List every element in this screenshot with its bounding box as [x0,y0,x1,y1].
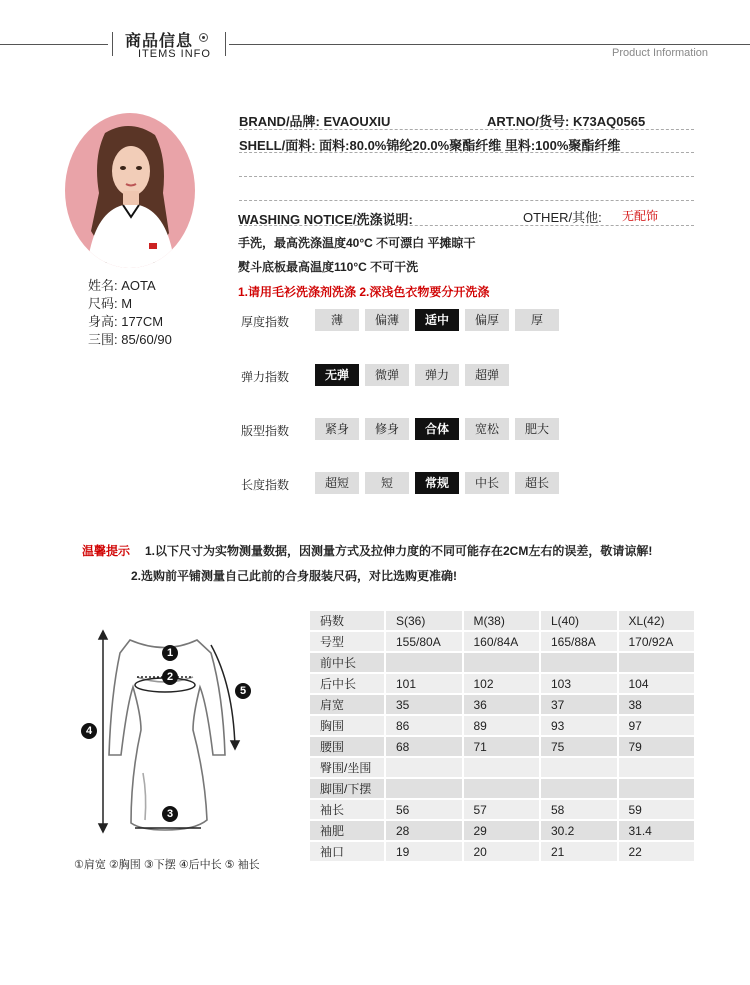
table-cell [464,653,540,672]
index-option: 常规 [415,472,459,494]
index-option: 适中 [415,309,459,331]
table-cell: 68 [386,737,462,756]
header-dot-icon [199,33,208,42]
table-cell [619,653,695,672]
divider [239,152,694,153]
index-option: 肥大 [515,418,559,440]
wash-line-1: 手洗，最高洗涤温度40°C 不可漂白 平摊晾干 [238,236,476,250]
index-option: 超弹 [465,364,509,386]
table-cell: 30.2 [541,821,617,840]
table-row [310,674,694,693]
table-cell: 袖口 [310,842,384,861]
table-header-cell: L(40) [541,611,617,630]
table-header-cell: 码数 [310,611,384,630]
table-row [310,695,694,714]
table-header-row [310,611,694,630]
table-cell: 57 [464,800,540,819]
index-option: 中长 [465,472,509,494]
table-cell [386,758,462,777]
table-cell: 肩宽 [310,695,384,714]
table-cell: 160/84A [464,632,540,651]
table-row [310,842,694,861]
table-cell: 89 [464,716,540,735]
model-name: 姓名: AOTA [88,278,156,293]
diagram-marker-3: 3 [162,806,178,822]
header-tick-left [112,32,113,56]
table-cell: 165/88A [541,632,617,651]
table-row [310,821,694,840]
divider [239,200,694,201]
other-label: OTHER/其他: [523,210,602,225]
table-cell [619,758,695,777]
table-cell: 37 [541,695,617,714]
table-cell: 36 [464,695,540,714]
index-option: 合体 [415,418,459,440]
divider [239,176,694,177]
table-cell: 101 [386,674,462,693]
table-cell: 155/80A [386,632,462,651]
index-label: 版型指数 [241,424,290,438]
table-cell: 102 [464,674,540,693]
table-cell: 56 [386,800,462,819]
table-cell: 21 [541,842,617,861]
table-cell: 后中长 [310,674,384,693]
notice-line-2: 2.选购前平铺测量自己此前的合身服装尺码，对比选购更准确! [131,569,458,583]
table-cell [386,653,462,672]
table-cell: 97 [619,716,695,735]
table-row [310,737,694,756]
table-cell: 臀围/坐围 [310,758,384,777]
index-label: 长度指数 [241,478,290,492]
table-cell [386,779,462,798]
table-cell: 79 [619,737,695,756]
table-cell: 袖肥 [310,821,384,840]
model-height: 身高: 177CM [88,314,164,329]
table-cell: 104 [619,674,695,693]
table-cell: 胸围 [310,716,384,735]
brand-text: BRAND/品牌: EVAOUXIU [239,114,391,129]
index-option: 厚 [515,309,559,331]
model-info [88,277,172,349]
index-label: 弹力指数 [241,370,290,384]
table-cell: 号型 [310,632,384,651]
table-header-cell: XL(42) [619,611,695,630]
table-cell: 75 [541,737,617,756]
table-cell: 170/92A [619,632,695,651]
header-title-en: ITEMS INFO [138,48,211,60]
art-no-text: ART.NO/货号: K73AQ0565 [487,114,646,129]
table-cell: 前中长 [310,653,384,672]
notice-line-1: 1.以下尺寸为实物测量数据，因测量方式及拉伸力度的不同可能存在2CM左右的误差，敬请谅解! [145,544,653,558]
table-cell: 31.4 [619,821,695,840]
index-option: 弹力 [415,364,459,386]
table-cell [464,779,540,798]
table-cell: 19 [386,842,462,861]
size-table [308,609,696,863]
index-option: 薄 [315,309,359,331]
header-product-info: Product Information [612,47,708,59]
notice-label: 温馨提示 [82,544,131,558]
header-title-cn: 商品信息 [125,33,194,50]
index-label: 厚度指数 [241,315,290,329]
table-cell: 58 [541,800,617,819]
table-cell: 29 [464,821,540,840]
model-avatar [65,113,195,268]
table-row [310,632,694,651]
table-header-cell: S(36) [386,611,462,630]
diagram-marker-2: 2 [162,669,178,685]
table-row [310,758,694,777]
index-option: 偏薄 [365,309,409,331]
diagram-marker-1: 1 [162,645,178,661]
table-cell [541,779,617,798]
table-cell: 20 [464,842,540,861]
table-row [310,779,694,798]
table-header-cell: M(38) [464,611,540,630]
table-cell [464,758,540,777]
diagram-marker-4: 4 [81,723,97,739]
divider [239,225,694,226]
index-option: 宽松 [465,418,509,440]
model-size: 尺码: M [88,296,133,311]
table-cell: 袖长 [310,800,384,819]
table-cell [541,758,617,777]
header-rule-right [229,44,750,45]
table-cell: 22 [619,842,695,861]
index-option: 超长 [515,472,559,494]
index-option: 修身 [365,418,409,440]
table-cell: 35 [386,695,462,714]
table-cell: 38 [619,695,695,714]
table-cell [619,779,695,798]
shell-text: SHELL/面料: 面料:80.0%锦纶20.0%聚酯纤维 里料:100%聚酯纤维 [239,138,621,153]
header-tick-right [225,32,226,56]
table-row [310,800,694,819]
wash-line-2: 熨斗底板最高温度110°C 不可干洗 [238,260,419,274]
index-option: 无弹 [315,364,359,386]
table-cell: 86 [386,716,462,735]
divider [239,129,694,130]
index-option: 短 [365,472,409,494]
table-cell: 腰围 [310,737,384,756]
table-cell: 59 [619,800,695,819]
index-option: 微弹 [365,364,409,386]
table-cell: 71 [464,737,540,756]
washing-label: WASHING NOTICE/洗涤说明: [238,212,413,227]
wash-warning: 1.请用毛衫洗涤剂洗涤 2.深浅色衣物要分开洗涤 [238,285,490,299]
index-option: 偏厚 [465,309,509,331]
other-value: 无配饰 [622,209,659,223]
index-option: 超短 [315,472,359,494]
index-option: 紧身 [315,418,359,440]
model-measurements: 三围: 85/60/90 [88,332,172,347]
table-cell [541,653,617,672]
table-cell: 28 [386,821,462,840]
table-cell: 93 [541,716,617,735]
diagram-legend: ①肩宽 ②胸围 ③下摆 ④后中长 ⑤ 袖长 [74,859,260,871]
table-row [310,653,694,672]
table-cell: 脚围/下摆 [310,779,384,798]
header-rule-left [0,44,108,45]
table-row [310,716,694,735]
table-cell: 103 [541,674,617,693]
diagram-marker-5: 5 [235,683,251,699]
